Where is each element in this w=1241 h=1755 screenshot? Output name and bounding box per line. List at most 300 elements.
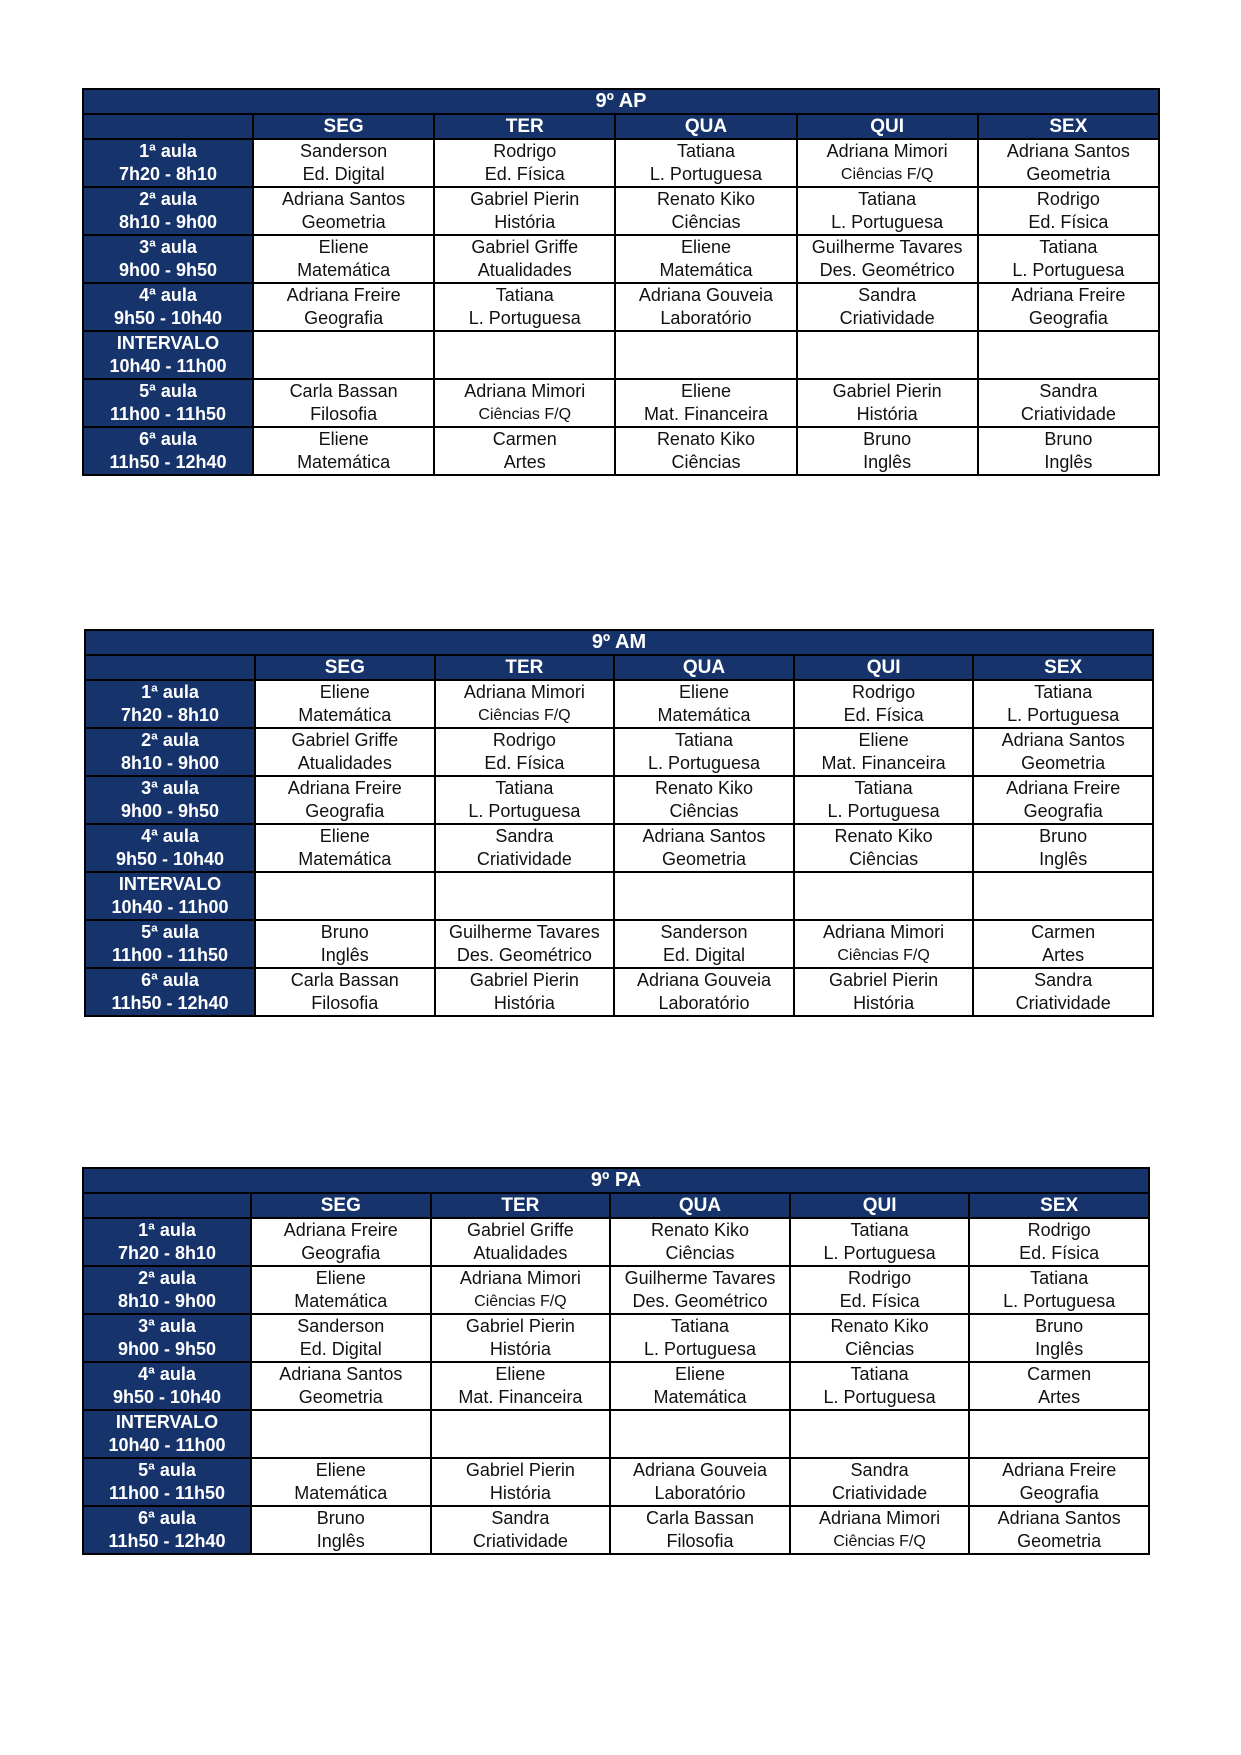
day-header-sex: SEX xyxy=(973,655,1153,680)
lesson-cell xyxy=(615,331,796,379)
period-label-cell xyxy=(83,1362,251,1410)
schedule-table-9am xyxy=(84,629,1154,1017)
teacher-name: Eliene xyxy=(858,730,909,750)
table-row xyxy=(83,1218,1149,1266)
subject-name: Matemática xyxy=(297,260,391,280)
subject-name: Ed. Digital xyxy=(299,1339,382,1359)
day-header-qui: QUI xyxy=(794,655,974,680)
lesson-cell xyxy=(431,1410,611,1458)
table-row xyxy=(83,1266,1149,1314)
subject-name: Geografia xyxy=(301,1243,381,1263)
lesson-cell xyxy=(255,824,435,872)
period-label-cell xyxy=(85,728,255,776)
period-label-cell xyxy=(83,1410,251,1458)
subject-name: L. Portuguesa xyxy=(831,212,944,232)
subject-name: Ciências F/Q xyxy=(478,707,571,724)
lesson-cell xyxy=(615,283,796,331)
lesson-cell xyxy=(253,283,434,331)
period-label-cell xyxy=(83,283,253,331)
lesson-cell xyxy=(790,1506,970,1554)
lesson-cell xyxy=(614,872,794,920)
teacher-name: Guilherme Tavares xyxy=(811,237,963,257)
subject-name: Atualidades xyxy=(477,260,572,280)
subject-name: Ed. Física xyxy=(839,1291,920,1311)
subject-name: Ed. Física xyxy=(843,705,924,725)
teacher-name: Rodrigo xyxy=(492,730,556,750)
lesson-cell xyxy=(969,1362,1149,1410)
teacher-name: Rodrigo xyxy=(1036,189,1100,209)
subject-name: L. Portuguesa xyxy=(1003,1291,1116,1311)
teacher-name: Renato Kiko xyxy=(650,1220,750,1240)
teacher-name: Adriana Santos xyxy=(1006,141,1130,161)
lesson-cell xyxy=(615,427,796,475)
lesson-cell xyxy=(797,283,978,331)
teacher-name: Guilherme Tavares xyxy=(449,922,600,942)
subject-name: Ciências F/Q xyxy=(840,166,934,183)
lesson-cell xyxy=(435,920,615,968)
subject-name: Geometria xyxy=(301,212,386,232)
subject-name: Matemática xyxy=(297,452,391,472)
lesson-cell xyxy=(434,427,615,475)
subject-name: Matemática xyxy=(659,260,753,280)
teacher-name: Sanderson xyxy=(300,141,388,161)
lesson-cell xyxy=(251,1218,431,1266)
lesson-cell xyxy=(253,331,434,379)
lesson-cell xyxy=(969,1266,1149,1314)
period-label-cell xyxy=(83,1506,251,1554)
lesson-cell xyxy=(978,235,1159,283)
lesson-cell xyxy=(794,872,974,920)
teacher-name: Eliene xyxy=(318,237,369,257)
table-row xyxy=(83,283,1159,331)
lesson-cell xyxy=(614,920,794,968)
teacher-name: Adriana Gouveia xyxy=(638,285,774,305)
day-header-qua: QUA xyxy=(614,655,794,680)
lesson-cell xyxy=(610,1266,790,1314)
subject-name: Mat. Financeira xyxy=(821,753,946,773)
corner-cell xyxy=(83,114,253,139)
lesson-cell xyxy=(615,379,796,427)
subject-name: Geometria xyxy=(1017,1531,1102,1551)
subject-name: Artes xyxy=(1038,1387,1081,1407)
subject-name: Criatividade xyxy=(1020,404,1116,424)
table-row xyxy=(83,1314,1149,1362)
teacher-name: Eliene xyxy=(315,1460,366,1480)
subject-name: Geografia xyxy=(1023,801,1103,821)
corner-cell xyxy=(83,1193,251,1218)
lesson-cell xyxy=(431,1362,611,1410)
subject-name: Geografia xyxy=(1019,1483,1099,1503)
teacher-name: Renato Kiko xyxy=(656,429,755,449)
table-row xyxy=(83,1410,1149,1458)
period-label: 4ª aula xyxy=(141,826,199,846)
teacher-name: Bruno xyxy=(316,1508,365,1528)
subject-name: Ciências xyxy=(671,452,741,472)
period-time: 11h00 - 11h50 xyxy=(111,945,229,965)
lesson-cell xyxy=(797,331,978,379)
lesson-cell xyxy=(255,680,435,728)
lesson-cell xyxy=(251,1314,431,1362)
subject-name: Matemática xyxy=(298,705,392,725)
subject-name: Matemática xyxy=(657,705,751,725)
teacher-name: Carla Bassan xyxy=(645,1508,755,1528)
day-header-seg: SEG xyxy=(251,1193,431,1218)
period-label-cell xyxy=(85,872,255,920)
teacher-name: Tatiana xyxy=(854,778,913,798)
subject-name: Ciências F/Q xyxy=(474,1293,567,1310)
lesson-cell xyxy=(255,776,435,824)
day-header-qui: QUI xyxy=(797,114,978,139)
lesson-cell xyxy=(978,331,1159,379)
period-label: 1ª aula xyxy=(141,682,199,702)
subject-name: Inglês xyxy=(1039,849,1088,869)
subject-name: L. Portuguesa xyxy=(1007,705,1120,725)
table-row xyxy=(83,379,1159,427)
lesson-cell xyxy=(251,1266,431,1314)
teacher-name: Adriana Freire xyxy=(286,285,401,305)
teacher-name: Adriana Mimori xyxy=(823,922,945,942)
lesson-cell xyxy=(435,776,615,824)
subject-name: Criatividade xyxy=(476,849,572,869)
lesson-cell xyxy=(790,1458,970,1506)
period-label-cell xyxy=(85,680,255,728)
lesson-cell xyxy=(978,427,1159,475)
subject-name: Criatividade xyxy=(472,1531,568,1551)
teacher-name: Eliene xyxy=(319,826,370,846)
subject-name: L. Portuguesa xyxy=(649,164,762,184)
lesson-cell xyxy=(614,680,794,728)
lesson-cell xyxy=(978,187,1159,235)
teacher-name: Eliene xyxy=(318,429,369,449)
teacher-name: Rodrigo xyxy=(1027,1220,1091,1240)
teacher-name: Tatiana xyxy=(676,141,735,161)
subject-name: Ciências F/Q xyxy=(833,1533,926,1550)
teacher-name: Adriana Gouveia xyxy=(632,1460,768,1480)
period-label: 2ª aula xyxy=(141,730,199,750)
teacher-name: Adriana Freire xyxy=(1011,285,1126,305)
lesson-cell xyxy=(614,824,794,872)
period-label: 1ª aula xyxy=(139,141,197,161)
lesson-cell xyxy=(434,235,615,283)
subject-name: Laboratório xyxy=(654,1483,746,1503)
subject-name: História xyxy=(856,404,918,424)
lesson-cell xyxy=(794,680,974,728)
teacher-name: Bruno xyxy=(1035,1316,1084,1336)
table-row xyxy=(85,872,1153,920)
teacher-name: Gabriel Pierin xyxy=(829,970,939,990)
lesson-cell xyxy=(794,776,974,824)
period-label-cell xyxy=(83,235,253,283)
teacher-name: Eliene xyxy=(680,381,731,401)
period-label-cell xyxy=(83,139,253,187)
lesson-cell xyxy=(610,1410,790,1458)
lesson-cell xyxy=(969,1506,1149,1554)
teacher-name: Sandra xyxy=(1039,381,1098,401)
lesson-cell xyxy=(435,968,615,1016)
lesson-cell xyxy=(790,1410,970,1458)
subject-name: Des. Geométrico xyxy=(819,260,955,280)
day-header-qui: QUI xyxy=(790,1193,970,1218)
subject-name: L. Portuguesa xyxy=(468,308,581,328)
table-row xyxy=(83,139,1159,187)
teacher-name: Renato Kiko xyxy=(654,778,754,798)
subject-name: Ciências xyxy=(671,212,741,232)
lesson-cell xyxy=(614,776,794,824)
table-row xyxy=(85,824,1153,872)
lesson-cell xyxy=(978,139,1159,187)
lesson-cell xyxy=(978,379,1159,427)
period-time: 11h00 - 11h50 xyxy=(109,404,227,424)
lesson-cell xyxy=(797,379,978,427)
subject-name: Filosofia xyxy=(666,1531,734,1551)
day-header-ter: TER xyxy=(431,1193,611,1218)
subject-name: Geometria xyxy=(1026,164,1111,184)
subject-name: Inglês xyxy=(320,945,369,965)
table-row xyxy=(85,920,1153,968)
teacher-name: Adriana Mimori xyxy=(464,381,586,401)
subject-name: Artes xyxy=(1042,945,1085,965)
period-label-cell xyxy=(83,187,253,235)
teacher-name: Sandra xyxy=(858,285,917,305)
period-time: 10h40 - 11h00 xyxy=(109,356,227,376)
subject-name: Matemática xyxy=(294,1483,388,1503)
teacher-name: Carmen xyxy=(492,429,557,449)
lesson-cell xyxy=(435,728,615,776)
subject-name: L. Portuguesa xyxy=(468,801,581,821)
teacher-name: Adriana Mimori xyxy=(826,141,948,161)
lesson-cell xyxy=(794,920,974,968)
period-label: 6ª aula xyxy=(141,970,199,990)
day-header-sex: SEX xyxy=(978,114,1159,139)
teacher-name: Gabriel Pierin xyxy=(470,189,580,209)
day-header-sex: SEX xyxy=(969,1193,1149,1218)
lesson-cell xyxy=(251,1458,431,1506)
lesson-cell xyxy=(255,920,435,968)
lesson-cell xyxy=(614,968,794,1016)
subject-name: Laboratório xyxy=(660,308,752,328)
lesson-cell xyxy=(434,379,615,427)
lesson-cell xyxy=(435,824,615,872)
period-time: 7h20 - 8h10 xyxy=(120,705,220,725)
lesson-cell xyxy=(614,728,794,776)
schedule-table-9pa xyxy=(82,1167,1150,1555)
lesson-cell xyxy=(794,968,974,1016)
day-header-qua: QUA xyxy=(615,114,796,139)
teacher-name: Sanderson xyxy=(297,1316,385,1336)
period-label-cell xyxy=(83,427,253,475)
period-label: 6ª aula xyxy=(139,429,197,449)
subject-name: L. Portuguesa xyxy=(647,753,761,773)
subject-name: Ed. Física xyxy=(1028,212,1109,232)
subject-name: Ed. Física xyxy=(1019,1243,1100,1263)
teacher-name: Sandra xyxy=(1034,970,1093,990)
lesson-cell xyxy=(790,1314,970,1362)
teacher-name: Eliene xyxy=(315,1268,366,1288)
lesson-cell xyxy=(973,824,1153,872)
period-label-cell xyxy=(83,331,253,379)
subject-name: Geometria xyxy=(1021,753,1106,773)
lesson-cell xyxy=(973,680,1153,728)
lesson-cell xyxy=(255,968,435,1016)
lesson-cell xyxy=(969,1314,1149,1362)
subject-name: Des. Geométrico xyxy=(632,1291,768,1311)
lesson-cell xyxy=(790,1218,970,1266)
period-time: 9h00 - 9h50 xyxy=(117,1339,217,1359)
period-label: 2ª aula xyxy=(138,1268,196,1288)
teacher-name: Carla Bassan xyxy=(289,381,398,401)
teacher-name: Carmen xyxy=(1027,1364,1092,1384)
subject-name: Ed. Física xyxy=(484,164,565,184)
subject-name: Atualidades xyxy=(473,1243,568,1263)
teacher-name: Adriana Freire xyxy=(1006,778,1121,798)
lesson-cell xyxy=(794,728,974,776)
teacher-name: Tatiana xyxy=(1034,682,1093,702)
lesson-cell xyxy=(434,331,615,379)
lesson-cell xyxy=(610,1506,790,1554)
lesson-cell xyxy=(255,872,435,920)
lesson-cell xyxy=(615,235,796,283)
subject-name: Matemática xyxy=(298,849,392,869)
teacher-name: Adriana Santos xyxy=(642,826,766,846)
teacher-name: Adriana Santos xyxy=(997,1508,1121,1528)
lesson-cell xyxy=(251,1506,431,1554)
subject-name: Inglês xyxy=(1044,452,1093,472)
period-label-cell xyxy=(83,1314,251,1362)
teacher-name: Gabriel Griffe xyxy=(467,1220,574,1240)
subject-name: Ciências F/Q xyxy=(837,947,930,964)
day-header-qua: QUA xyxy=(610,1193,790,1218)
subject-name: Laboratório xyxy=(658,993,750,1013)
day-header-seg: SEG xyxy=(253,114,434,139)
period-label-cell xyxy=(83,1218,251,1266)
subject-name: História xyxy=(489,1339,551,1359)
teacher-name: Tatiana xyxy=(858,189,917,209)
lesson-cell xyxy=(610,1314,790,1362)
teacher-name: Adriana Mimori xyxy=(463,682,585,702)
period-label-cell xyxy=(83,379,253,427)
period-time: 10h40 - 11h00 xyxy=(111,897,229,917)
lesson-cell xyxy=(615,187,796,235)
subject-name: Geografia xyxy=(1028,308,1108,328)
subject-name: L. Portuguesa xyxy=(827,801,940,821)
lesson-cell xyxy=(610,1458,790,1506)
subject-name: L. Portuguesa xyxy=(823,1387,936,1407)
lesson-cell xyxy=(615,139,796,187)
teacher-name: Tatiana xyxy=(670,1316,729,1336)
subject-name: Filosofia xyxy=(311,993,379,1013)
subject-name: Geometria xyxy=(298,1387,383,1407)
period-label-cell xyxy=(85,968,255,1016)
table-title: 9º AP xyxy=(83,89,1159,114)
teacher-name: Tatiana xyxy=(674,730,733,750)
subject-name: Filosofia xyxy=(310,404,378,424)
subject-name: Ed. Física xyxy=(484,753,565,773)
period-label: INTERVALO xyxy=(115,1412,219,1432)
lesson-cell xyxy=(973,968,1153,1016)
subject-name: Geografia xyxy=(305,801,385,821)
teacher-name: Tatiana xyxy=(850,1364,909,1384)
lesson-cell xyxy=(610,1218,790,1266)
day-header-ter: TER xyxy=(434,114,615,139)
period-time: 7h20 - 8h10 xyxy=(118,164,218,184)
lesson-cell xyxy=(794,824,974,872)
lesson-cell xyxy=(251,1410,431,1458)
teacher-name: Eliene xyxy=(674,1364,725,1384)
teacher-name: Sanderson xyxy=(660,922,748,942)
subject-name: Ciências xyxy=(849,849,919,869)
teacher-name: Adriana Mimori xyxy=(459,1268,581,1288)
subject-name: Ed. Digital xyxy=(302,164,385,184)
table-row xyxy=(83,427,1159,475)
subject-name: Matemática xyxy=(294,1291,388,1311)
period-label-cell xyxy=(83,1266,251,1314)
teacher-name: Renato Kiko xyxy=(830,1316,929,1336)
subject-name: Inglês xyxy=(316,1531,365,1551)
period-time: 9h50 - 10h40 xyxy=(113,308,223,328)
period-time: 11h50 - 12h40 xyxy=(108,1531,226,1551)
subject-name: Geometria xyxy=(661,849,746,869)
teacher-name: Bruno xyxy=(863,429,912,449)
lesson-cell xyxy=(797,427,978,475)
teacher-name: Tatiana xyxy=(1030,1268,1089,1288)
teacher-name: Rodrigo xyxy=(852,682,916,702)
teacher-name: Gabriel Griffe xyxy=(471,237,579,257)
teacher-name: Tatiana xyxy=(495,285,554,305)
table-row xyxy=(85,968,1153,1016)
period-time: 8h10 - 9h00 xyxy=(118,212,218,232)
lesson-cell xyxy=(431,1506,611,1554)
table-title: 9º AM xyxy=(85,630,1153,655)
subject-name: Inglês xyxy=(863,452,912,472)
lesson-cell xyxy=(973,872,1153,920)
teacher-name: Guilherme Tavares xyxy=(624,1268,776,1288)
teacher-name: Eliene xyxy=(319,682,370,702)
day-header-seg: SEG xyxy=(255,655,435,680)
teacher-name: Gabriel Pierin xyxy=(832,381,942,401)
lesson-cell xyxy=(434,139,615,187)
lesson-cell xyxy=(969,1458,1149,1506)
table-row xyxy=(85,776,1153,824)
table-row xyxy=(83,331,1159,379)
subject-name: Mat. Financeira xyxy=(643,404,768,424)
subject-name: Geografia xyxy=(304,308,384,328)
subject-name: Criatividade xyxy=(839,308,935,328)
lesson-cell xyxy=(431,1458,611,1506)
lesson-cell xyxy=(251,1362,431,1410)
teacher-name: Carmen xyxy=(1031,922,1096,942)
period-label: 4ª aula xyxy=(139,285,197,305)
teacher-name: Carla Bassan xyxy=(290,970,399,990)
lesson-cell xyxy=(973,920,1153,968)
period-label: 3ª aula xyxy=(139,237,197,257)
lesson-cell xyxy=(797,187,978,235)
period-time: 11h50 - 12h40 xyxy=(111,993,229,1013)
period-label: 3ª aula xyxy=(138,1316,196,1336)
teacher-name: Sandra xyxy=(495,826,554,846)
teacher-name: Adriana Freire xyxy=(283,1220,398,1240)
period-time: 8h10 - 9h00 xyxy=(117,1291,217,1311)
teacher-name: Adriana Gouveia xyxy=(636,970,772,990)
table-row xyxy=(83,1362,1149,1410)
lesson-cell xyxy=(435,872,615,920)
subject-name: História xyxy=(489,1483,551,1503)
teacher-name: Gabriel Pierin xyxy=(465,1460,575,1480)
period-label: 6ª aula xyxy=(138,1508,196,1528)
table-row xyxy=(83,1506,1149,1554)
teacher-name: Tatiana xyxy=(850,1220,909,1240)
teacher-name: Eliene xyxy=(495,1364,546,1384)
subject-name: Criatividade xyxy=(832,1483,928,1503)
